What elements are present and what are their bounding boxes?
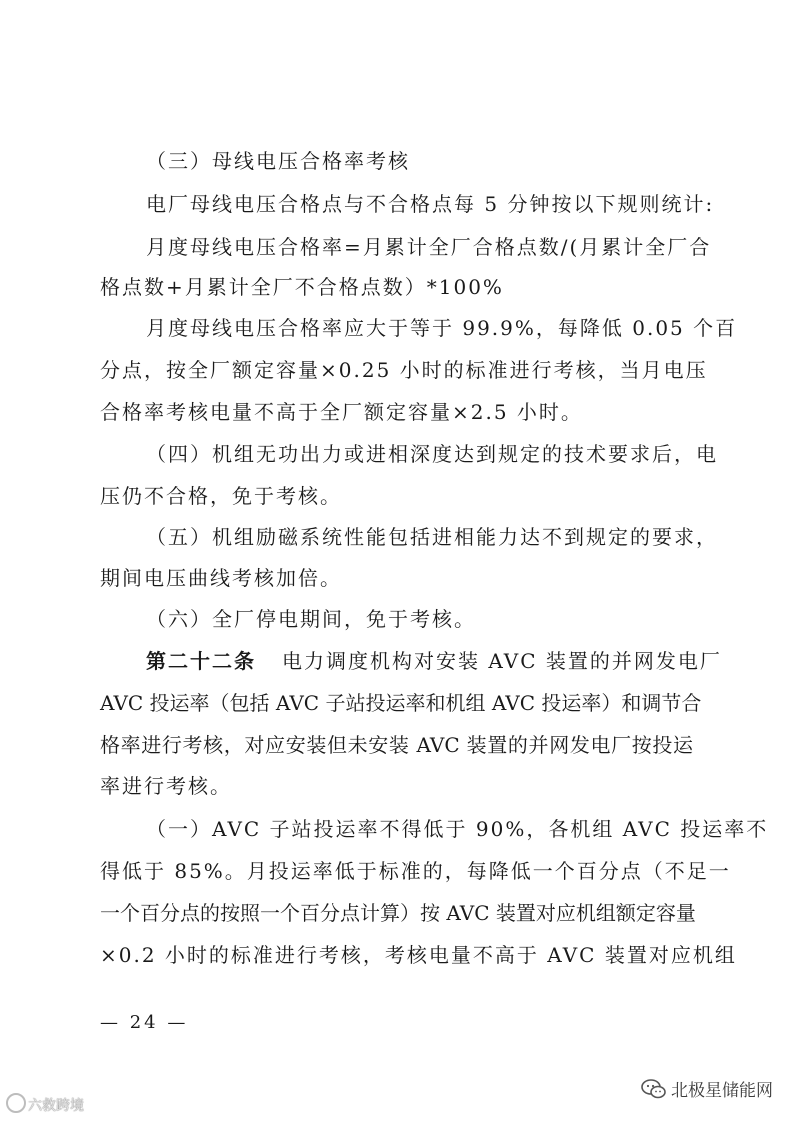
paragraph-line: 得低于 85%。月投运率低于标准的，每降低一个百分点（不足一 <box>100 859 731 883</box>
page-number: — 24 — <box>100 1012 189 1033</box>
paragraph-line: AVC 投运率（包括 AVC 子站投运率和机组 AVC 投运率）和调节合 <box>100 691 702 715</box>
paragraph-line: 率进行考核。 <box>100 774 232 798</box>
paragraph-line: 合格率考核电量不高于全厂额定容量×2.5 小时。 <box>100 400 583 424</box>
section-heading-4: （四）机组无功出力或进相深度达到规定的技术要求后，电 <box>146 442 718 466</box>
article-text: 电力调度机构对安装 AVC 装置的并网发电厂 <box>282 649 722 673</box>
paragraph-line: 月度母线电压合格率=月累计全厂合格点数/(月累计全厂合 <box>146 235 712 259</box>
paragraph-line: 电厂母线电压合格点与不合格点每 5 分钟按以下规则统计: <box>146 192 715 216</box>
wechat-icon <box>641 1078 667 1100</box>
section-heading-1: （一）AVC 子站投运率不得低于 90%，各机组 AVC 投运率不 <box>146 817 769 841</box>
watermark-right: 北极星储能网 <box>641 1076 773 1101</box>
section-heading-5: （五）机组励磁系统性能包括进相能力达不到规定的要求， <box>146 525 718 549</box>
paragraph-line: 月度母线电压合格率应大于等于 99.9%，每降低 0.05 个百 <box>146 316 738 340</box>
section-heading-3: （三）母线电压合格率考核 <box>146 149 410 173</box>
paragraph-line: 格点数+月累计全厂不合格点数）*100% <box>100 275 504 299</box>
paragraph-line: 一个百分点的按照一个百分点计算）按 AVC 装置对应机组额定容量 <box>100 901 696 925</box>
watermark-left: 六救跨境 <box>6 1093 84 1115</box>
watermark-logo-icon <box>6 1093 26 1113</box>
paragraph-line: 压仍不合格，免于考核。 <box>100 484 342 508</box>
paragraph-line: 格率进行考核，对应安装但未安装 AVC 装置的并网发电厂按投运 <box>100 733 693 757</box>
paragraph-line: 分点，按全厂额定容量×0.25 小时的标准进行考核，当月电压 <box>100 358 708 382</box>
paragraph-line: 期间电压曲线考核加倍。 <box>100 566 342 590</box>
section-heading-6: （六）全厂停电期间，免于考核。 <box>146 607 476 631</box>
article-number: 第二十二条 <box>146 649 256 673</box>
article-line <box>146 646 722 676</box>
paragraph-line: ×0.2 小时的标准进行考核，考核电量不高于 AVC 装置对应机组 <box>100 943 737 967</box>
